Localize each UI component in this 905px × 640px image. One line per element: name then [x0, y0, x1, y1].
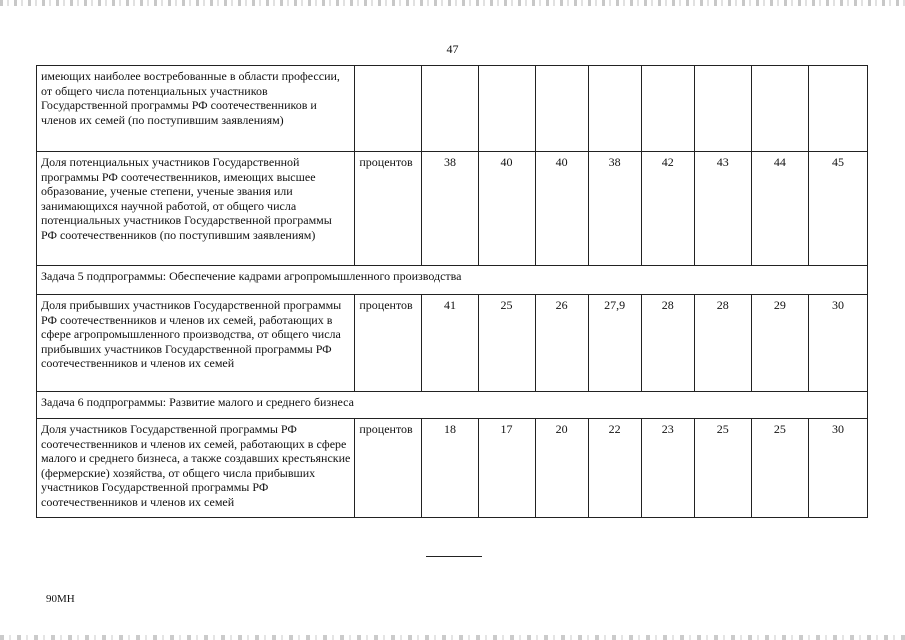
- value-cell: 41: [422, 295, 478, 392]
- value-cell: 29: [751, 295, 808, 392]
- value-cell: 42: [641, 152, 694, 266]
- value-cell: 23: [641, 419, 694, 518]
- value-cell: 28: [694, 295, 751, 392]
- page-number: 47: [446, 42, 459, 56]
- table-row: [37, 152, 868, 266]
- document-code: 90МН: [46, 593, 75, 605]
- scan-edge-top: [0, 0, 905, 6]
- table-row: [37, 295, 868, 392]
- value-cell: 30: [808, 419, 867, 518]
- indicator-text: Доля прибывших участников Государственной программы РФ соотечественников и членов их семей, работающих в сфере агропромышленного производства, от общего числа прибывших участников Государственной программы РФ соотечественников и членов их семей: [37, 295, 355, 392]
- table-row: [37, 419, 868, 518]
- indicators-table: [36, 65, 868, 518]
- value-cell: [808, 66, 867, 152]
- value-cell: 44: [751, 152, 808, 266]
- value-cell: 40: [478, 152, 535, 266]
- footer-divider: [426, 556, 482, 557]
- task-heading: Задача 5 подпрограммы: Обеспечение кадрами агропромышленного производства: [37, 266, 868, 295]
- value-cell: [751, 66, 808, 152]
- indicator-unit: процентов: [355, 152, 422, 266]
- value-cell: 30: [808, 295, 867, 392]
- value-cell: 45: [808, 152, 867, 266]
- value-cell: [694, 66, 751, 152]
- value-cell: 38: [588, 152, 641, 266]
- value-cell: 25: [694, 419, 751, 518]
- table-row: [37, 66, 868, 152]
- indicator-text: имеющих наиболее востребованные в области профессии, от общего числа потенциальных участников Государственной программы РФ соотечественников и членов их семей (по поступившим заявлениям): [37, 66, 355, 152]
- value-cell: 25: [751, 419, 808, 518]
- value-cell: [588, 66, 641, 152]
- task-heading: Задача 6 подпрограммы: Развитие малого и среднего бизнеса: [37, 392, 868, 419]
- value-cell: 18: [422, 419, 478, 518]
- indicator-text: Доля участников Государственной программы РФ соотечественников и членов их семей, работающих в сфере малого и среднего бизнеса, а также создавших крестьянские (фермерские) хозяйства, от общего числа прибывших участников Государственной программы РФ соотечественников и членов их семей: [37, 419, 355, 518]
- value-cell: [422, 66, 478, 152]
- value-cell: 40: [535, 152, 588, 266]
- indicator-unit: процентов: [355, 295, 422, 392]
- value-cell: 22: [588, 419, 641, 518]
- value-cell: 43: [694, 152, 751, 266]
- indicator-unit: [355, 66, 422, 152]
- value-cell: [478, 66, 535, 152]
- value-cell: 27,9: [588, 295, 641, 392]
- value-cell: [641, 66, 694, 152]
- value-cell: 17: [478, 419, 535, 518]
- indicator-unit: процентов: [355, 419, 422, 518]
- scan-edge-bottom: [0, 635, 905, 640]
- value-cell: 38: [422, 152, 478, 266]
- value-cell: 25: [478, 295, 535, 392]
- indicator-text: Доля потенциальных участников Государственной программы РФ соотечественников, имеющих высшее образование, ученые степени, ученые звания или занимающихся научной работой, от общего числа потенциальных участников Государственной программы РФ соотечественников (по поступившим заявлениям): [37, 152, 355, 266]
- value-cell: 26: [535, 295, 588, 392]
- value-cell: [535, 66, 588, 152]
- task-row: [37, 266, 868, 295]
- value-cell: 20: [535, 419, 588, 518]
- task-row: [37, 392, 868, 419]
- value-cell: 28: [641, 295, 694, 392]
